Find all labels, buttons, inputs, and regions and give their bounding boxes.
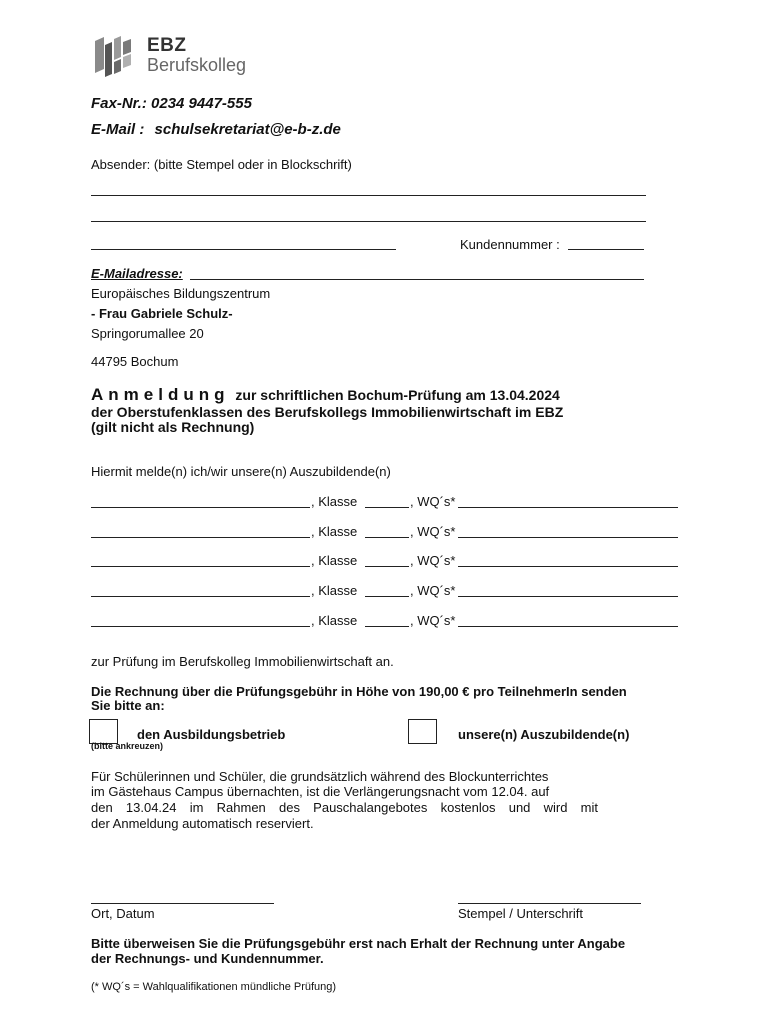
klasse-label: , Klasse [311,494,358,509]
option-auszubildende-label: unsere(n) Auszubildende(n) [458,727,630,742]
klasse-line[interactable] [365,626,409,627]
registration-intro: Hiermit melde(n) ich/wir unsere(n) Auszubildende(n) [91,464,391,479]
klasse-line[interactable] [365,537,409,538]
recipient-person: - Frau Gabriele Schulz- [91,306,233,321]
wq-line[interactable] [458,626,678,627]
sender-line-2[interactable] [91,221,646,222]
customer-number-line[interactable] [568,249,644,250]
trainee-name-line[interactable] [91,596,310,597]
accommodation-line-3: den 13.04.24 im Rahmen des Pauschalangebotes kostenlos und wird mit [91,800,598,815]
place-date-line[interactable] [91,903,274,904]
klasse-line[interactable] [365,566,409,567]
wq-line[interactable] [458,596,678,597]
stamp-signature-label: Stempel / Unterschrift [458,906,583,921]
wq-line[interactable] [458,566,678,567]
invoice-line-2: Sie bitte an: [91,698,165,713]
email-address-line[interactable] [190,279,644,280]
klasse-label: , Klasse [311,524,358,539]
checkbox-auszubildende[interactable] [408,719,437,744]
wq-label: , WQ´s* [410,524,456,539]
klasse-line[interactable] [365,507,409,508]
klasse-line[interactable] [365,596,409,597]
recipient-org: Europäisches Bildungszentrum [91,286,271,301]
sender-line-1[interactable] [91,195,646,196]
wq-label: , WQ´s* [410,613,456,628]
logo-mark-icon [95,35,133,78]
klasse-label: , Klasse [311,613,358,628]
customer-number-label: Kundennummer : [460,237,560,252]
place-date-label: Ort, Datum [91,906,155,921]
invoice-line-1: Die Rechnung über die Prüfungsgebühr in Höhe von 190,00 € pro TeilnehmerIn senden [91,684,627,699]
fax-number: Fax-Nr.: 0234 9447-555 [91,95,252,112]
payment-note-line-2: der Rechnungs- und Kundennummer. [91,951,324,966]
registration-outro: zur Prüfung im Berufskolleg Immobilienwirtschaft an. [91,654,394,669]
accommodation-line-2: im Gästehaus Campus übernachten, ist die Verlängerungsnacht vom 12.04. auf [91,784,550,799]
sender-label: Absender: (bitte Stempel oder in Blockschrift) [91,157,352,172]
payment-note-line-1: Bitte überweisen Sie die Prüfungsgebühr erst nach Erhalt der Rechnung unter Angabe [91,936,626,951]
title-spaced-word: Anmeldung [91,385,230,404]
wq-line[interactable] [458,507,678,508]
email-label: E-Mail : [91,121,145,138]
option-ausbildungsbetrieb-label: den Ausbildungsbetrieb [137,727,286,742]
logo-text-ebz: EBZ [147,35,187,56]
wq-label: , WQ´s* [410,583,456,598]
klasse-label: , Klasse [311,553,358,568]
trainee-name-line[interactable] [91,566,310,567]
accommodation-line-1: Für Schülerinnen und Schüler, die grundsätzlich während des Blockunterrichtes [91,769,549,784]
klasse-label: , Klasse [311,583,358,598]
recipient-street: Springorumallee 20 [91,326,204,341]
recipient-city: 44795 Bochum [91,354,179,369]
accommodation-line-4: der Anmeldung automatisch reserviert. [91,816,314,831]
logo-text-berufskolleg: Berufskolleg [147,55,247,75]
title-line-1 [91,385,560,405]
trainee-name-line[interactable] [91,626,310,627]
wq-line[interactable] [458,537,678,538]
checkbox-hint: (bitte ankreuzen) [91,741,164,751]
email-address: schulsekretariat@e-b-z.de [154,121,341,138]
wq-label: , WQ´s* [410,553,456,568]
trainee-name-line[interactable] [91,507,310,508]
footnote: (* WQ´s = Wahlqualifikationen mündliche Prüfung) [91,981,337,993]
email-line [91,121,341,138]
title-line-3: (gilt nicht als Rechnung) [91,419,255,435]
stamp-signature-line[interactable] [458,903,641,904]
sender-line-3[interactable] [91,249,396,250]
email-address-label: E-Mailadresse: [91,266,183,281]
trainee-name-line[interactable] [91,537,310,538]
title-line-1-rest: zur schriftlichen Bochum-Prüfung am 13.04.2024 [235,387,560,403]
title-line-2: der Oberstufenklassen des Berufskollegs Immobilienwirtschaft im EBZ [91,404,564,420]
wq-label: , WQ´s* [410,494,456,509]
